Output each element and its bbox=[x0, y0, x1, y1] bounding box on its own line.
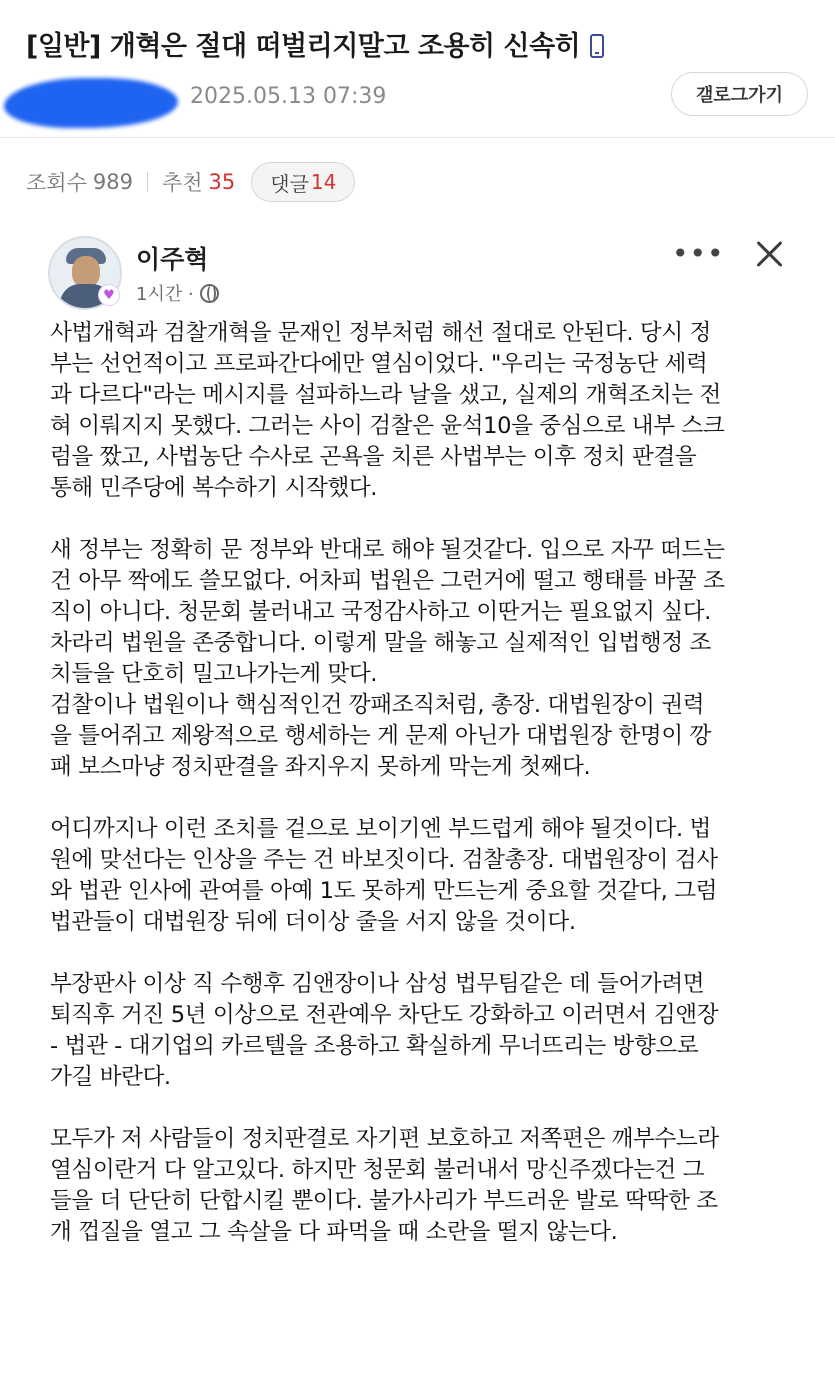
text-line: 직이 아니다. 청문회 불러내고 국정감사하고 이딴거는 필요없지 싶다. bbox=[50, 599, 711, 625]
text-line: 원에 맞선다는 인상을 주는 건 바보짓이다. 검찰총장. 대법원장이 검사 bbox=[50, 847, 718, 873]
text-line: 부는 선언적이고 프로파간다에만 열심이었다. "우리는 국정농단 세력 bbox=[50, 351, 708, 377]
text-line: 과 다르다"라는 메시지를 설파하느라 날을 샜고, 실제의 개혁조치는 전 bbox=[50, 382, 721, 408]
views-label: 조회수 bbox=[26, 171, 87, 195]
text-line: 열심이란거 다 알고있다. 하지만 청문회 불러내서 망신주겠다는건 그 bbox=[50, 1157, 705, 1183]
paragraph bbox=[50, 318, 790, 504]
recommend-label: 추천 bbox=[161, 171, 203, 195]
views-count: 989 bbox=[92, 170, 133, 194]
text-line: 럼을 짰고, 사법농단 수사로 곤욕을 치른 사법부는 이후 정치 판결을 bbox=[50, 444, 697, 470]
post-time-text: 1시간 · bbox=[136, 284, 194, 305]
paragraph bbox=[50, 814, 790, 938]
text-line: 모두가 저 사람들이 정치판결로 자기편 보호하고 저쪽편은 깨부수느라 bbox=[50, 1126, 719, 1152]
post-time bbox=[136, 280, 219, 306]
text-line: 와 법관 인사에 관여를 아예 1도 못하게 만드는게 중요할 것같다, 그럼 bbox=[50, 878, 718, 904]
recommend-count: 35 bbox=[208, 170, 236, 194]
post-date: 2025.05.13 07:39 bbox=[190, 84, 387, 109]
text-line: 퇴직후 거진 5년 이상으로 전관예우 차단도 강화하고 이러면서 김앤장 bbox=[50, 1002, 719, 1028]
comments-label: 댓글 bbox=[270, 171, 309, 196]
author-name: 이주혁 bbox=[136, 245, 209, 274]
text-line: 개 껍질을 열고 그 속살을 다 파먹을 때 소란을 떨지 않는다. bbox=[50, 1219, 618, 1245]
post-title bbox=[26, 24, 604, 63]
more-options-icon: ••• bbox=[672, 237, 725, 270]
text-line: 어디까지나 이런 조치를 겉으로 보이기엔 부드럽게 해야 될것이다. 법 bbox=[50, 816, 711, 842]
text-line: 치들을 단호히 밀고나가는게 맞다. bbox=[50, 661, 378, 687]
heart-icon: ♥ bbox=[98, 284, 120, 306]
text-line: 들을 더 단단히 단합시킬 뿐이다. 불가사리가 부드러운 발로 딱딱한 조 bbox=[50, 1188, 718, 1214]
text-line: 패 보스마냥 정치판결을 좌지우지 못하게 막는게 첫째다. bbox=[50, 754, 591, 780]
text-line: 을 틀어쥐고 제왕적으로 행세하는 게 문제 아닌가 대법원장 한명이 깡 bbox=[50, 723, 711, 749]
paragraph bbox=[50, 1124, 790, 1248]
text-line: 통해 민주당에 복수하기 시작했다. bbox=[50, 475, 378, 501]
mobile-icon bbox=[590, 34, 604, 58]
post-title-text: 개혁은 절대 떠벌리지말고 조용히 신속히 bbox=[109, 31, 581, 62]
text-line: 가길 바란다. bbox=[50, 1064, 171, 1090]
text-line: 부장판사 이상 직 수행후 김앤장이나 삼성 법무팀같은 데 들어가려면 bbox=[50, 971, 705, 997]
text-line: 혀 이뤄지지 못했다. 그러는 사이 검찰은 윤석10을 중심으로 내부 스크 bbox=[50, 413, 725, 439]
text-line: 법관들이 대법원장 뒤에 더이상 줄을 서지 않을 것이다. bbox=[50, 909, 576, 935]
gallog-button[interactable]: 갤로그가기 bbox=[671, 72, 808, 116]
facebook-post-screenshot bbox=[24, 218, 814, 1358]
post-header bbox=[0, 0, 835, 138]
text-line: - 법관 - 대기업의 카르텔을 조용하고 확실하게 무너뜨리는 방향으로 bbox=[50, 1033, 699, 1059]
comments-count: 14 bbox=[310, 170, 337, 194]
post-category: [일반] bbox=[26, 31, 101, 62]
paragraph bbox=[50, 969, 790, 1093]
divider bbox=[147, 172, 148, 192]
text-line: 검찰이나 법원이나 핵심적인건 깡패조직처럼, 총장. 대법원장이 권력 bbox=[50, 692, 705, 718]
text-line: 차라리 법원을 존중합니다. 이렇게 말을 해놓고 실제적인 입법행정 조 bbox=[50, 630, 711, 656]
paragraph bbox=[50, 535, 790, 783]
post-body bbox=[50, 318, 790, 1279]
close-icon bbox=[752, 236, 788, 272]
comments-button[interactable] bbox=[251, 162, 355, 202]
globe-icon bbox=[200, 284, 219, 303]
post-stats bbox=[26, 162, 355, 202]
text-line: 새 정부는 정확히 문 정부와 반대로 해야 될것같다. 입으로 자꾸 떠드는 bbox=[50, 537, 725, 563]
text-line: 사법개혁과 검찰개혁을 문재인 정부처럼 해선 절대로 안된다. 당시 정 bbox=[50, 320, 711, 346]
text-line: 건 아무 짝에도 쓸모없다. 어차피 법원은 그런거에 떨고 행태를 바꿀 조 bbox=[50, 568, 725, 594]
author-name-redacted[interactable] bbox=[4, 78, 178, 128]
